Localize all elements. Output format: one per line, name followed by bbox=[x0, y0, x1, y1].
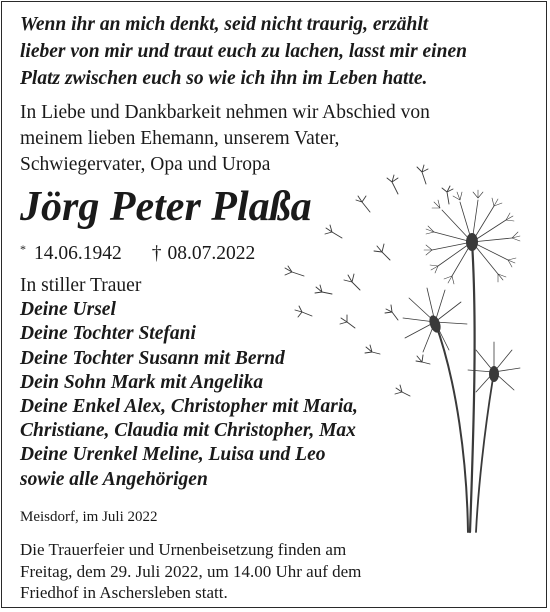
mourner-line: Deine Ursel bbox=[20, 299, 116, 321]
mourners-list bbox=[20, 274, 420, 492]
mourner-line: Christiane, Claudia mit Christopher, Max bbox=[20, 420, 356, 442]
death-cross-icon: † bbox=[151, 243, 162, 264]
motto-verse bbox=[20, 11, 535, 92]
motto-line: Wenn ihr an mich denkt, seid nicht traurig, erzählt bbox=[20, 14, 429, 35]
mourner-line: Deine Enkel Alex, Christopher mit Maria, bbox=[20, 396, 358, 418]
mourner-line: Dein Sohn Mark mit Angelika bbox=[20, 371, 264, 393]
mourner-line: Deine Tochter Susann mit Bernd bbox=[20, 347, 285, 369]
funeral-line: Die Trauerfeier und Urnenbeisetzung finden am bbox=[20, 540, 347, 559]
place-date: Meisdorf, im Juli 2022 bbox=[20, 509, 158, 525]
funeral-line: Freitag, dem 29. Juli 2022, um 14.00 Uhr auf dem bbox=[20, 561, 362, 581]
deceased-name: Jörg Peter Plaßa bbox=[20, 184, 312, 230]
mourner-line: Deine Urenkel Meline, Luisa und Leo bbox=[20, 444, 326, 466]
mourner-line: sowie alle Angehörigen bbox=[20, 468, 208, 490]
funeral-info bbox=[20, 539, 540, 604]
motto-line: lieber von mir und traut euch zu lachen, lasst mir einen bbox=[20, 41, 467, 62]
motto-line: Platz zwischen euch so wie ich ihn im Leben hatte. bbox=[20, 68, 428, 89]
intro-line: In Liebe und Dankbarkeit nehmen wir Abschied von bbox=[20, 102, 430, 123]
mourning-intro: In stiller Trauer bbox=[20, 275, 142, 296]
intro-line: Schwiegervater, Opa und Uropa bbox=[20, 154, 271, 175]
farewell-intro bbox=[20, 100, 535, 178]
birth-date: 14.06.1942 bbox=[34, 243, 122, 264]
life-dates bbox=[20, 236, 255, 267]
death-date: 08.07.2022 bbox=[167, 243, 256, 264]
intro-line: meinem lieben Ehemann, unserem Vater, bbox=[20, 128, 340, 149]
birth-star-icon: * bbox=[20, 242, 26, 256]
funeral-line: Friedhof in Aschersleben statt. bbox=[20, 583, 228, 602]
obituary-card bbox=[1, 1, 547, 608]
mourner-line: Deine Tochter Stefani bbox=[20, 323, 196, 345]
